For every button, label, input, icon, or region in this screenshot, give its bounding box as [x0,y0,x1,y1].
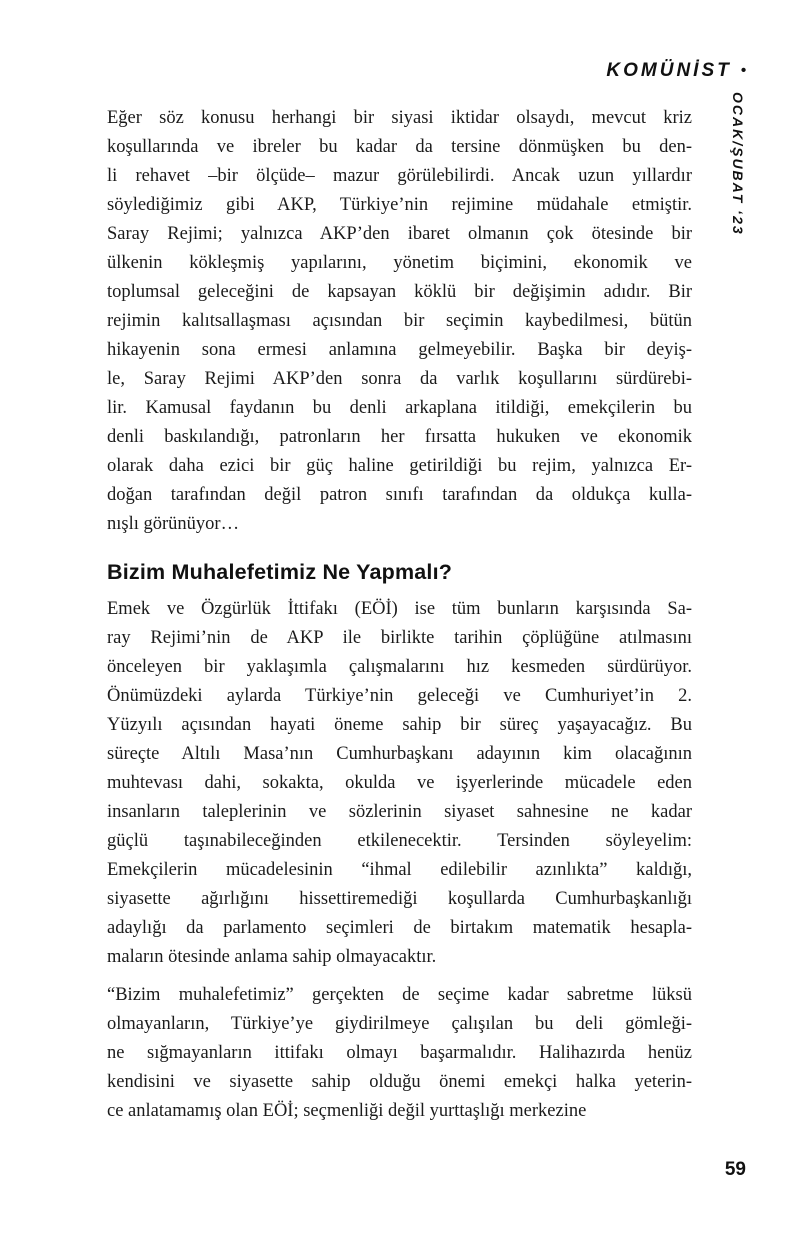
body-paragraph-2 [107,595,692,972]
text-line: Yüzyılı açısından hayati öneme sahip bir süreç yaşayacağız. Bu [107,715,692,735]
text-line: söylediğimiz gibi AKP, Türkiye’nin rejimine müdahale etmiştir. [107,195,692,215]
text-line: önceleyen bir yaklaşımla çalışmalarını hız kesmeden sürdürüyor. [107,657,692,677]
text-line: ce anlatamamış olan EÖİ; seçmenliği değil yurttaşlığı merkezine [107,1101,587,1121]
text-line: “Bizim muhalefetimiz” gerçekten de seçime kadar sabretme lüksü [107,985,692,1005]
section-heading: Bizim Muhalefetimiz Ne Yapmalı? [107,560,453,584]
text-line: ne sığmayanların ittifakı olmayı başarmalıdır. Halihazırda henüz [107,1043,692,1063]
text-line: olarak daha ezici bir güç haline getirildiği bu rejim, yalnızca Er- [107,456,692,476]
text-line: maların ötesinde anlama sahip olmayacaktır. [107,947,437,967]
text-line: süreçte Altılı Masa’nın Cumhurbaşkanı adayının kim olacağının [107,744,692,764]
text-line: le, Saray Rejimi AKP’den sonra da varlık koşullarını sürdürebi- [107,369,692,389]
issue-date-vertical: OCAK/ŞUBAT ‘23 [730,92,746,236]
text-line: olmayanların, Türkiye’ye giydirilmeye çalışılan bu deli gömleği- [107,1014,692,1034]
text-line: insanların taleplerinin ve sözlerinin siyaset sahnesine ne kadar [107,802,692,822]
text-line: li rehavet –bir ölçüde– mazur görülebilirdi. Ancak uzun yıllardır [107,166,692,186]
text-line: Emekçilerin mücadelesinin “ihmal edilebilir azınlıkta” kaldığı, [107,860,692,880]
text-line: Eğer söz konusu herhangi bir siyasi iktidar olsaydı, mevcut kriz [107,108,692,128]
text-line: ülkenin kökleşmiş yapılarını, yönetim biçimini, ekonomik ve [107,253,692,273]
text-line: Emek ve Özgürlük İttifakı (EÖİ) ise tüm bunların karşısında Sa- [107,599,692,619]
text-line: nışlı görünüyor… [107,514,240,534]
text-line: güçlü taşınabileceğinden etkilenecektir. Tersinden söyleyelim: [107,831,692,851]
text-line: Saray Rejimi; yalnızca AKP’den ibaret olmanın çok ötesinde bir [107,224,692,244]
body-paragraph-1 [107,104,692,539]
text-line: lir. Kamusal faydanın bu denli arkaplana itildiği, emekçilerin bu [107,398,692,418]
text-line: toplumsal geleceğini de kapsayan köklü bir değişimin adıdır. Bir [107,282,692,302]
text-line: muhtevası dahi, sokakta, okulda ve işyerlerinde mücadele eden [107,773,692,793]
text-line: denli baskılandığı, patronların her fırsatta hukuken ve ekonomik [107,427,692,447]
article-text-column [107,104,692,1126]
text-line: hikayenin sona ermesi anlamına gelmeyebilir. Başka bir deyiş- [107,340,692,360]
page-number: 59 [724,1159,746,1180]
masthead [606,60,746,82]
masthead-title: KOMÜNİST [606,60,732,81]
text-line: kendisini ve siyasette sahip olduğu önemi emekçi halka yeterin- [107,1072,692,1092]
text-line: doğan tarafından değil patron sınıfı tarafından da oldukça kulla- [107,485,692,505]
masthead-bullet-icon: • [740,62,746,79]
text-line: siyasette ağırlığını hissettiremediği koşullarda Cumhurbaşkanlığı [107,889,692,909]
text-line: adaylığı da parlamento seçimleri de birtakım matematik hesapla- [107,918,692,938]
text-line: rejimin kalıtsallaşması açısından bir seçimin kaybedilmesi, bütün [107,311,692,331]
text-line: koşullarında ve ibreler bu kadar da tersine dönmüşken bu den- [107,137,692,157]
text-line: Önümüzdeki aylarda Türkiye’nin geleceği ve Cumhuriyet’in 2. [107,686,692,706]
text-line: ray Rejimi’nin de AKP ile birlikte tarihin çöplüğüne atılmasını [107,628,692,648]
body-paragraph-3 [107,981,692,1126]
